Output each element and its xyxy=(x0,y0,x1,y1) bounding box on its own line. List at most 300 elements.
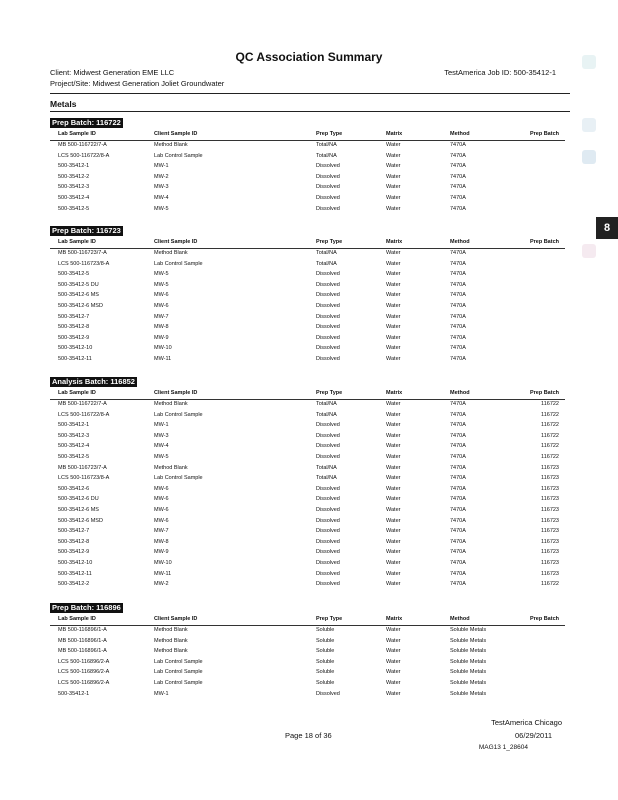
cell-matrix: Water xyxy=(386,303,401,309)
cell-matrix: Water xyxy=(386,163,401,170)
table-row xyxy=(50,625,565,635)
cell-client-sample-id: MW-7 xyxy=(154,313,169,320)
column-header-matrix: Matrix xyxy=(386,616,403,622)
cell-method: 7470A xyxy=(450,173,466,180)
cell-matrix: Water xyxy=(386,411,401,418)
cell-prep-type: Soluble xyxy=(316,669,335,676)
cell-client-sample-id: MW-2 xyxy=(154,173,169,180)
cell-prep-batch: 116722 xyxy=(541,422,559,429)
cell-prep-batch: 116723 xyxy=(541,570,559,577)
table-row xyxy=(50,172,565,182)
table-row xyxy=(50,420,565,430)
cell-matrix: Water xyxy=(386,334,401,341)
cell-lab-sample-id: 500-35412-6 DU xyxy=(58,496,99,503)
cell-client-sample-id: MW-6 xyxy=(154,496,169,503)
cell-prep-type: Soluble xyxy=(316,680,335,686)
table-row xyxy=(50,301,565,311)
cell-method: 7470A xyxy=(450,152,466,159)
cell-matrix: Water xyxy=(386,184,401,191)
cell-matrix: Water xyxy=(386,528,401,535)
cell-method: 7470A xyxy=(450,485,466,492)
cell-lab-sample-id: MB 500-116722/7-A xyxy=(58,401,107,407)
cell-client-sample-id: MW-6 xyxy=(154,292,169,299)
column-header-lab-sample-id: Lab Sample ID xyxy=(58,616,96,622)
section-divider xyxy=(50,111,570,112)
cell-matrix: Water xyxy=(386,205,401,212)
table-row xyxy=(50,569,565,579)
cell-method: 7470A xyxy=(450,303,466,309)
cell-matrix: Water xyxy=(386,496,401,503)
cell-method: 7470A xyxy=(450,250,466,256)
index-tab-ghost xyxy=(582,55,596,69)
column-header-prep-batch: Prep Batch xyxy=(529,131,559,137)
cell-matrix: Water xyxy=(386,475,401,482)
cell-prep-type: Dissolved xyxy=(316,303,340,309)
footer-page: Page 18 of 36 xyxy=(285,731,332,740)
cell-matrix: Water xyxy=(386,507,401,513)
column-header-prep-batch: Prep Batch xyxy=(529,239,559,245)
cell-prep-type: Dissolved xyxy=(316,549,340,556)
cell-method: 7470A xyxy=(450,528,466,535)
cell-prep-batch: 116723 xyxy=(541,517,559,524)
cell-matrix: Water xyxy=(386,345,401,352)
cell-prep-batch: 116722 xyxy=(541,432,559,439)
table-row xyxy=(50,678,565,688)
cell-prep-type: Dissolved xyxy=(316,324,340,331)
cell-method: 7470A xyxy=(450,271,466,278)
table-row xyxy=(50,657,565,667)
cell-lab-sample-id: LCS 500-116723/8-A xyxy=(58,475,110,482)
cell-matrix: Water xyxy=(386,648,401,655)
cell-method: 7470A xyxy=(450,432,466,439)
cell-prep-type: Total/NA xyxy=(316,475,337,482)
cell-lab-sample-id: 500-35412-5 xyxy=(58,454,90,460)
cell-method: 7470A xyxy=(450,281,466,288)
cell-method: 7470A xyxy=(450,570,466,577)
cell-method: 7470A xyxy=(450,464,466,471)
cell-client-sample-id: MW-7 xyxy=(154,528,169,535)
batch-header: Prep Batch: 116722 xyxy=(52,118,121,127)
table-row xyxy=(50,204,565,214)
table-row xyxy=(50,667,565,677)
table-row xyxy=(50,579,565,589)
cell-lab-sample-id: 500-35412-6 MS xyxy=(58,292,99,299)
column-header-lab-sample-id: Lab Sample ID xyxy=(58,390,96,396)
cell-lab-sample-id: 500-35412-6 MSD xyxy=(58,517,103,524)
cell-method: 7470A xyxy=(450,163,466,170)
cell-matrix: Water xyxy=(386,422,401,429)
cell-client-sample-id: MW-11 xyxy=(154,356,172,362)
table-row xyxy=(50,636,565,646)
cell-lab-sample-id: 500-35412-10 xyxy=(58,345,93,352)
cell-lab-sample-id: MB 500-116723/7-A xyxy=(58,250,107,256)
batch-header: Prep Batch: 116723 xyxy=(52,226,121,235)
cell-method: 7470A xyxy=(450,422,466,429)
cell-matrix: Water xyxy=(386,324,401,331)
cell-client-sample-id: MW-1 xyxy=(154,422,169,429)
cell-method: 7470A xyxy=(450,581,466,588)
cell-matrix: Water xyxy=(386,401,401,407)
cell-client-sample-id: Method Blank xyxy=(154,142,188,148)
cell-lab-sample-id: 500-35412-8 xyxy=(58,538,90,545)
cell-client-sample-id: MW-5 xyxy=(154,454,169,460)
client-name: Client: Mid⁠west Generation EME LLC xyxy=(50,68,175,77)
table-row xyxy=(50,161,565,171)
cell-lab-sample-id: 500-35412-3 xyxy=(58,184,90,191)
table-row xyxy=(50,290,565,300)
table-row xyxy=(50,689,565,699)
cell-prep-type: Dissolved xyxy=(316,485,340,492)
cell-lab-sample-id: 500-35412-2 xyxy=(58,173,90,180)
cell-lab-sample-id: LCS 500-116722/8-A xyxy=(58,152,110,159)
table-row xyxy=(50,526,565,536)
cell-prep-type: Total/NA xyxy=(316,401,337,407)
cell-method: 7470A xyxy=(450,356,466,362)
cell-prep-type: Dissolved xyxy=(316,292,340,299)
cell-matrix: Water xyxy=(386,260,401,267)
cell-method: 7470A xyxy=(450,454,466,460)
table-row xyxy=(50,441,565,451)
cell-lab-sample-id: 500-35412-10 xyxy=(58,560,93,566)
cell-client-sample-id: MW-4 xyxy=(154,443,169,450)
cell-method: Soluble Metals xyxy=(450,669,487,676)
column-header-prep-type: Prep Type xyxy=(316,616,343,622)
cell-prep-batch: 116722 xyxy=(541,443,559,450)
header-divider xyxy=(50,93,570,94)
cell-client-sample-id: MW-6 xyxy=(154,303,169,309)
cell-matrix: Water xyxy=(386,271,401,278)
cell-client-sample-id: MW-11 xyxy=(154,570,172,577)
table-row xyxy=(50,280,565,290)
table-row xyxy=(50,182,565,192)
cell-prep-type: Dissolved xyxy=(316,356,340,362)
table-row xyxy=(50,354,565,364)
cell-lab-sample-id: LCS 500-116896/2-A xyxy=(58,680,110,686)
index-tab-ghost xyxy=(582,150,596,164)
cell-method: Soluble Metals xyxy=(450,658,487,665)
cell-matrix: Water xyxy=(386,549,401,556)
table-row xyxy=(50,452,565,462)
cell-client-sample-id: MW-3 xyxy=(154,432,169,439)
cell-method: 7470A xyxy=(450,324,466,331)
cell-method: 7470A xyxy=(450,411,466,418)
column-header-method: Method xyxy=(450,390,470,396)
cell-lab-sample-id: LCS 500-116896/2-A xyxy=(58,669,110,676)
column-header-prep-batch: Prep Batch xyxy=(529,616,559,622)
cell-prep-type: Total/NA xyxy=(316,152,337,159)
cell-prep-type: Dissolved xyxy=(316,334,340,341)
table-row xyxy=(50,140,565,150)
table-row xyxy=(50,537,565,547)
cell-method: 7470A xyxy=(450,507,466,513)
column-header-prep-type: Prep Type xyxy=(316,239,343,245)
cell-prep-type: Dissolved xyxy=(316,163,340,170)
cell-method: 7470A xyxy=(450,475,466,482)
job-id: TestAmerica Job ID: 500-35412-1 xyxy=(444,68,556,77)
cell-lab-sample-id: 500-35412-7 xyxy=(58,313,90,320)
cell-lab-sample-id: MB 500-116896/1-A xyxy=(58,627,107,633)
column-header-client-sample-id: Client Sample ID xyxy=(154,390,198,396)
cell-prep-type: Dissolved xyxy=(316,570,340,577)
cell-method: Soluble Metals xyxy=(450,690,487,697)
cell-client-sample-id: Lab Control Sample xyxy=(154,658,203,665)
table-row xyxy=(50,473,565,483)
cell-matrix: Water xyxy=(386,517,401,524)
cell-prep-type: Dissolved xyxy=(316,432,340,439)
cell-lab-sample-id: 500-35412-8 xyxy=(58,324,90,331)
cell-method: 7470A xyxy=(450,142,466,148)
cell-matrix: Water xyxy=(386,690,401,697)
cell-client-sample-id: Method Blank xyxy=(154,648,188,655)
cell-matrix: Water xyxy=(386,250,401,256)
column-header-matrix: Matrix xyxy=(386,131,403,137)
cell-client-sample-id: MW-9 xyxy=(154,549,169,556)
table-row xyxy=(50,494,565,504)
footer-date: 06/29/2011 xyxy=(515,731,552,740)
cell-method: Soluble Metals xyxy=(450,627,487,633)
cell-matrix: Water xyxy=(386,173,401,180)
cell-client-sample-id: Method Blank xyxy=(154,250,188,256)
cell-matrix: Water xyxy=(386,485,401,492)
cell-client-sample-id: Lab Control Sample xyxy=(154,411,203,418)
column-header-client-sample-id: Client Sample ID xyxy=(154,131,198,137)
cell-matrix: Water xyxy=(386,432,401,439)
cell-prep-batch: 116722 xyxy=(541,581,559,588)
cell-matrix: Water xyxy=(386,658,401,665)
table-row xyxy=(50,463,565,473)
cell-matrix: Water xyxy=(386,281,401,288)
cell-client-sample-id: Method Blank xyxy=(154,627,188,633)
cell-prep-batch: 116722 xyxy=(541,411,559,418)
column-header-prep-type: Prep Type xyxy=(316,131,343,137)
cell-prep-type: Dissolved xyxy=(316,443,340,450)
table-row xyxy=(50,333,565,343)
cell-prep-type: Dissolved xyxy=(316,205,340,212)
cell-prep-type: Dissolved xyxy=(316,507,340,513)
column-header-method: Method xyxy=(450,616,470,622)
cell-lab-sample-id: 500-35412-6 MSD xyxy=(58,303,103,309)
cell-method: 7470A xyxy=(450,260,466,267)
cell-lab-sample-id: LCS 500-116722/8-A xyxy=(58,411,110,418)
cell-prep-type: Total/NA xyxy=(316,250,337,256)
cell-client-sample-id: Method Blank xyxy=(154,637,188,644)
cell-prep-batch: 116723 xyxy=(541,538,559,545)
cell-matrix: Water xyxy=(386,195,401,201)
cell-prep-type: Dissolved xyxy=(316,528,340,535)
cell-lab-sample-id: 500-35412-5 xyxy=(58,271,90,278)
cell-matrix: Water xyxy=(386,637,401,644)
cell-lab-sample-id: 500-35412-11 xyxy=(58,570,92,577)
table-row xyxy=(50,431,565,441)
cell-lab-sample-id: 500-35412-9 xyxy=(58,549,90,556)
cell-method: 7470A xyxy=(450,334,466,341)
index-tab-ghost xyxy=(582,244,596,258)
cell-prep-type: Dissolved xyxy=(316,345,340,352)
cell-client-sample-id: MW-3 xyxy=(154,184,169,191)
cell-lab-sample-id: LCS 500-116723/8-A xyxy=(58,260,110,267)
cell-lab-sample-id: MB 500-116723/7-A xyxy=(58,464,107,471)
index-tab-ghost xyxy=(582,118,596,132)
page-title: QC Association Summary xyxy=(235,50,383,64)
cell-prep-type: Total/NA xyxy=(316,260,337,267)
cell-client-sample-id: MW-2 xyxy=(154,581,169,588)
cell-lab-sample-id: LCS 500-116896/2-A xyxy=(58,658,110,665)
cell-prep-batch: 116723 xyxy=(541,485,559,492)
cell-prep-type: Total/NA xyxy=(316,464,337,471)
column-header-method: Method xyxy=(450,131,470,137)
cell-matrix: Water xyxy=(386,356,401,362)
cell-lab-sample-id: 500-35412-6 MS xyxy=(58,507,99,513)
cell-prep-batch: 116723 xyxy=(541,560,559,566)
cell-prep-type: Dissolved xyxy=(316,454,340,460)
cell-method: 7470A xyxy=(450,313,466,320)
cell-method: 7470A xyxy=(450,443,466,450)
cell-client-sample-id: MW-5 xyxy=(154,271,169,278)
cell-method: 7470A xyxy=(450,205,466,212)
project-site: Project/Site: Midwest Generation Joliet Groundwater xyxy=(50,79,225,88)
table-row xyxy=(50,269,565,279)
cell-lab-sample-id: 500-35412-11 xyxy=(58,356,92,362)
cell-client-sample-id: Method Blank xyxy=(154,401,188,407)
cell-client-sample-id: Lab Control Sample xyxy=(154,669,203,676)
cell-prep-type: Dissolved xyxy=(316,690,340,697)
cell-prep-type: Total/NA xyxy=(316,411,337,418)
cell-prep-batch: 116723 xyxy=(541,507,559,513)
cell-prep-type: Dissolved xyxy=(316,173,340,180)
cell-client-sample-id: MW-1 xyxy=(154,690,169,697)
cell-lab-sample-id: 500-35412-6 xyxy=(58,485,90,492)
cell-lab-sample-id: MB 500-116896/1-A xyxy=(58,648,107,655)
table-row xyxy=(50,248,565,258)
column-header-prep-batch: Prep Batch xyxy=(529,390,559,396)
cell-client-sample-id: Lab Control Sample xyxy=(154,680,203,686)
cell-method: 7470A xyxy=(450,496,466,503)
cell-client-sample-id: Lab Control Sample xyxy=(154,260,203,267)
cell-prep-batch: 116723 xyxy=(541,475,559,482)
cell-client-sample-id: MW-6 xyxy=(154,485,169,492)
column-header-lab-sample-id: Lab Sample ID xyxy=(58,131,96,137)
cell-method: 7470A xyxy=(450,517,466,524)
cell-matrix: Water xyxy=(386,292,401,299)
table-row xyxy=(50,410,565,420)
cell-client-sample-id: Lab Control Sample xyxy=(154,152,203,159)
cell-matrix: Water xyxy=(386,570,401,577)
cell-prep-batch: 116723 xyxy=(541,528,559,535)
cell-method: 7470A xyxy=(450,345,466,352)
cell-lab-sample-id: 500-35412-3 xyxy=(58,432,90,439)
column-header-client-sample-id: Client Sample ID xyxy=(154,616,198,622)
cell-method: 7470A xyxy=(450,549,466,556)
cell-client-sample-id: Lab Control Sample xyxy=(154,475,203,482)
cell-lab-sample-id: 500-35412-4 xyxy=(58,443,90,450)
table-row xyxy=(50,484,565,494)
cell-lab-sample-id: 500-35412-9 xyxy=(58,334,90,341)
table-row xyxy=(50,312,565,322)
cell-lab-sample-id: 500-35412-5 DU xyxy=(58,281,99,288)
column-header-matrix: Matrix xyxy=(386,239,403,245)
cell-lab-sample-id: MB 500-116896/1-A xyxy=(58,637,107,644)
cell-matrix: Water xyxy=(386,152,401,159)
cell-prep-type: Soluble xyxy=(316,637,335,644)
cell-prep-type: Dissolved xyxy=(316,581,340,588)
cell-client-sample-id: MW-6 xyxy=(154,517,169,524)
cell-method: 7470A xyxy=(450,195,466,201)
cell-matrix: Water xyxy=(386,454,401,460)
cell-client-sample-id: MW-5 xyxy=(154,281,169,288)
cell-client-sample-id: MW-1 xyxy=(154,163,169,170)
cell-lab-sample-id: 500-35412-5 xyxy=(58,205,90,212)
cell-lab-sample-id: 500-35412-4 xyxy=(58,195,90,201)
batch-header: Prep Batch: 116896 xyxy=(52,603,121,612)
table-row xyxy=(50,259,565,269)
cell-matrix: Water xyxy=(386,669,401,676)
column-header-method: Method xyxy=(450,239,470,245)
cell-prep-type: Dissolved xyxy=(316,538,340,545)
cell-matrix: Water xyxy=(386,443,401,450)
cell-prep-type: Dissolved xyxy=(316,184,340,191)
column-header-lab-sample-id: Lab Sample ID xyxy=(58,239,96,245)
cell-prep-type: Dissolved xyxy=(316,517,340,524)
table-row xyxy=(50,343,565,353)
cell-matrix: Water xyxy=(386,680,401,686)
cell-matrix: Water xyxy=(386,142,401,148)
table-row xyxy=(50,193,565,203)
cell-prep-type: Soluble xyxy=(316,648,335,655)
cell-method: 7470A xyxy=(450,538,466,545)
cell-client-sample-id: MW-8 xyxy=(154,538,169,545)
section-title: Metals xyxy=(50,99,77,109)
table-row xyxy=(50,547,565,557)
cell-prep-batch: 116723 xyxy=(541,549,559,556)
cell-prep-batch: 116723 xyxy=(541,464,559,471)
table-row xyxy=(50,558,565,568)
cell-prep-type: Total/NA xyxy=(316,142,337,148)
cell-method: 7470A xyxy=(450,560,466,566)
cell-lab-sample-id: MB 500-116722/7-A xyxy=(58,142,107,148)
batch-header: Analysis Batch: 116852 xyxy=(52,377,135,386)
cell-method: Soluble Metals xyxy=(450,680,487,686)
cell-prep-type: Soluble xyxy=(316,627,335,633)
cell-prep-batch: 116723 xyxy=(541,496,559,503)
column-header-prep-type: Prep Type xyxy=(316,390,343,396)
cell-lab-sample-id: 500-35412-1 xyxy=(58,690,90,697)
cell-prep-type: Dissolved xyxy=(316,271,340,278)
footer-lab: TestAmerica Chicago xyxy=(491,718,562,727)
cell-prep-type: Dissolved xyxy=(316,313,340,320)
table-row xyxy=(50,151,565,161)
cell-prep-batch: 116722 xyxy=(541,454,559,460)
cell-matrix: Water xyxy=(386,627,401,633)
cell-prep-type: Soluble xyxy=(316,658,335,665)
cell-matrix: Water xyxy=(386,581,401,588)
section-tab-number: 8 xyxy=(596,217,618,239)
cell-method: 7470A xyxy=(450,292,466,299)
cell-prep-type: Dissolved xyxy=(316,281,340,288)
table-row xyxy=(50,516,565,526)
column-header-matrix: Matrix xyxy=(386,390,403,396)
footer-code: MAG13 1_28604 xyxy=(478,744,528,751)
cell-lab-sample-id: 500-35412-2 xyxy=(58,581,90,588)
cell-lab-sample-id: 500-35412-1 xyxy=(58,422,90,429)
table-row xyxy=(50,322,565,332)
cell-method: 7470A xyxy=(450,184,466,191)
table-row xyxy=(50,505,565,515)
column-header-client-sample-id: Client Sample ID xyxy=(154,239,198,245)
cell-matrix: Water xyxy=(386,464,401,471)
table-row xyxy=(50,646,565,656)
cell-client-sample-id: MW-4 xyxy=(154,195,169,201)
cell-prep-type: Dissolved xyxy=(316,195,340,201)
